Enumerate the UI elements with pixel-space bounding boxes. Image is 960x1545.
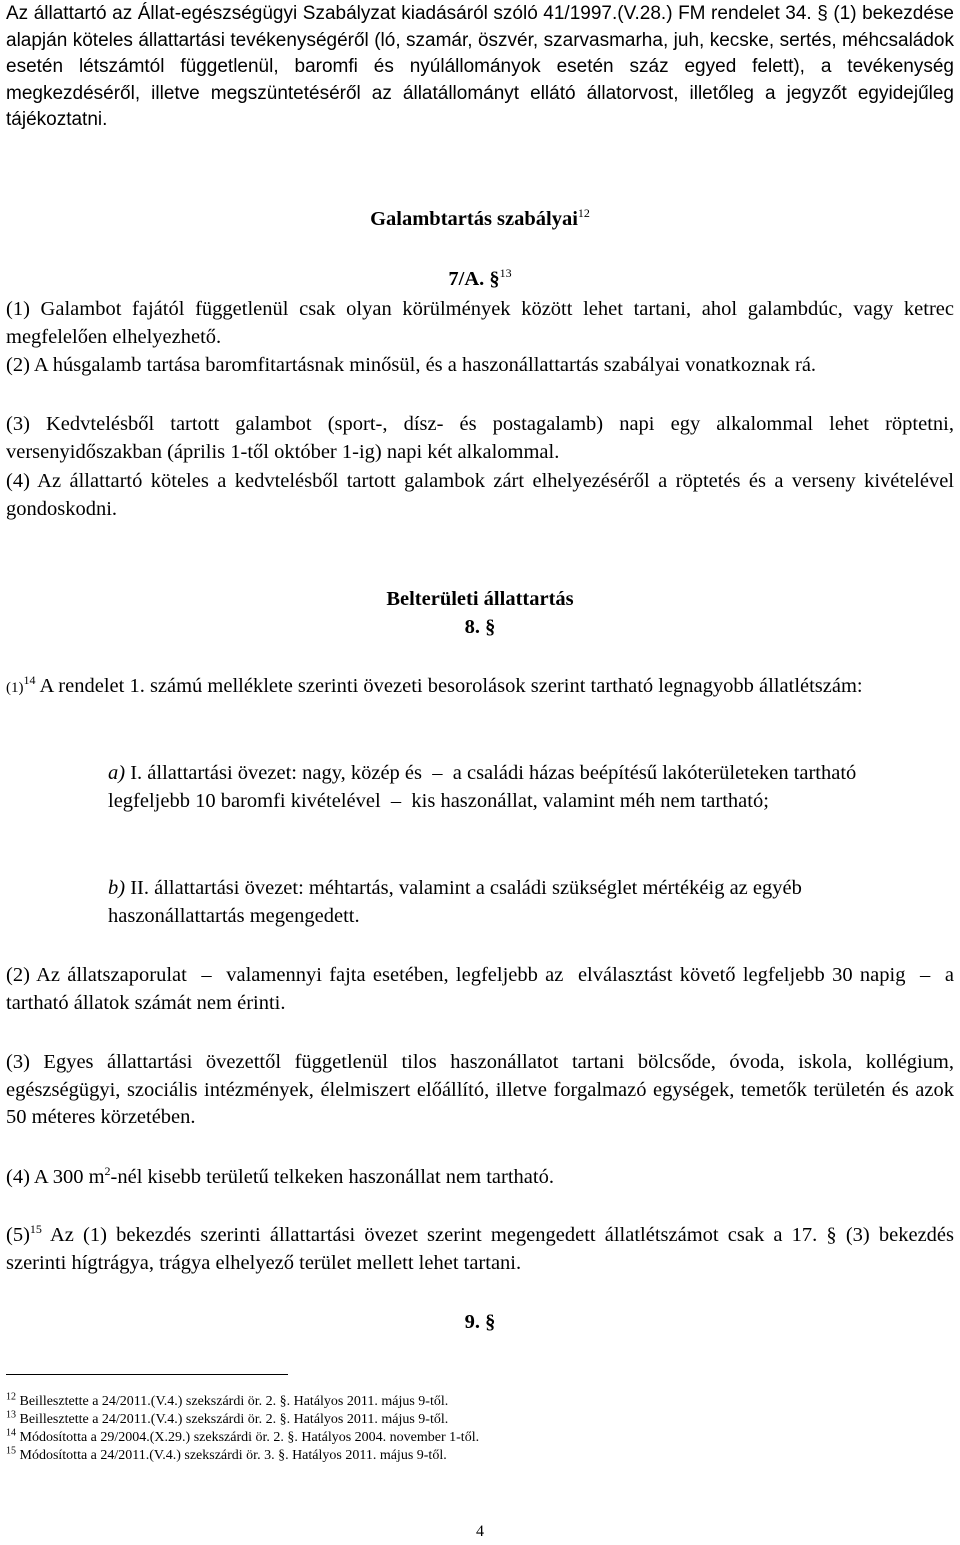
section-7a-title: [0, 266, 960, 294]
galamb-paragraph-4: (4) Az állattartó köteles a kedvtelésből tartott galambok zárt elhelyezéséről a röptetés és a verseny kivételével gondoskodni.: [6, 470, 954, 520]
page-number: 4: [476, 1523, 484, 1540]
galamb-heading: [0, 206, 960, 234]
footnote-12-number: 12: [6, 1391, 16, 1403]
galamb-heading-text: Galambtartás szabályai: [370, 208, 578, 230]
section-9-title: 9. §: [464, 1311, 496, 1333]
footnote-12-text: Beillesztette a 24/2011.(V.4.) szekszárdi ör. 2. §. Hatályos 2011. május 9-től.: [19, 1394, 449, 1409]
item-a-label: a): [108, 762, 126, 784]
footnote-13-number: 13: [6, 1409, 16, 1421]
footnote-13-text: Beillesztette a 24/2011.(V.4.) szekszárdi ör. 2. §. Hatályos 2011. május 9-től.: [19, 1412, 449, 1427]
belter-paragraph-5: [6, 1222, 954, 1277]
belter-heading: Belterületi állattartás: [386, 588, 574, 610]
footnote-15-number: 15: [6, 1445, 16, 1457]
item-b-label: b): [108, 877, 126, 899]
footnote-ref-13: 13: [499, 266, 512, 281]
belter-item-a: [108, 760, 926, 815]
belter-p1-text: A rendelet 1. számú melléklete szerinti övezeti besorolások szerint tartható legnagyobb állatlétszám:: [39, 675, 863, 697]
section-7a-text: 7/A. §: [448, 268, 500, 290]
footnote-14-number: 14: [6, 1427, 16, 1439]
galamb-paragraph-2: (2) A húsgalamb tartása baromfitartásnak minősül, és a haszonállattartás szabályai vonatkoznak rá.: [6, 354, 817, 376]
p4-part-a: (4) A 300 m: [6, 1166, 105, 1188]
footnote-ref-14: 14: [23, 673, 36, 688]
belter-paragraph-1: [6, 673, 954, 703]
footnote-13: [6, 1411, 954, 1429]
p5-label: (5): [6, 1224, 30, 1246]
belter-paragraph-2: (2) Az állatszaporulat – valamennyi fajta esetében, legfeljebb az elválasztást követő legfeljebb 30 napig – a tartható állatok számát nem érinti.: [6, 964, 960, 1014]
section-8-title: 8. §: [464, 616, 496, 638]
footnote-15: [6, 1447, 954, 1465]
footnote-14-text: Módosította a 29/2004.(X.29.) szekszárdi ör. 2. §. Hatályos 2004. november 1-től.: [19, 1430, 480, 1445]
footnote-12: [6, 1393, 954, 1411]
footnote-ref-15: 15: [29, 1222, 42, 1237]
galamb-paragraph-3: (3) Kedvtelésből tartott galambot (sport-, dísz- és postagalamb) napi egy alkalommal lehet röptetni, versenyidőszakban (április 1-től október 1-ig) napi két alkalommal.: [6, 413, 954, 463]
item-b-text: II. állattartási övezet: méhtartás, valamint a családi szükséglet mértékéig az egyéb haszonállattartás megengedett.: [108, 877, 802, 927]
belter-paragraph-3: (3) Egyes állattartási övezettől függetlenül tilos haszonállatot tartani bölcsőde, óvoda, iskola, kollégium, egészségügyi, szociális intézmények, élelmiszert előállító, illetve forgalmazó egységek, temetők területén és azok 50 méteres körzetében.: [6, 1051, 954, 1128]
footnote-15-text: Módosította a 24/2011.(V.4.) szekszárdi ör. 3. §. Hatályos 2011. május 9-től.: [19, 1448, 447, 1463]
p5-text: Az (1) bekezdés szerinti állattartási övezet szerint megengedett állatlétszámot csak a 17. § (3) bekezdés szerinti hígtrágya, trágya elhelyező terület mellett lehet tartani.: [6, 1224, 955, 1274]
belter-item-b: [108, 875, 926, 930]
footnote-14: [6, 1429, 954, 1447]
p4-part-b: -nél kisebb területű telkeken haszonállat nem tartható.: [110, 1166, 554, 1188]
galamb-paragraph-1: (1) Galambot fajától függetlenül csak olyan körülmények között lehet tartani, ahol galambdúc, vagy ketrec megfelelően elhelyezhető.: [6, 298, 954, 348]
footnote-divider: [6, 1374, 288, 1375]
item-a-text: I. állattartási övezet: nagy, közép és – a családi házas beépítésű lakóterületeken tartható legfeljebb 10 baromfi kivételével – kis haszonállat, valamint méh nem tartható;: [108, 762, 862, 812]
p4-superscript: 2: [104, 1164, 111, 1179]
belter-p1-label: (1): [6, 680, 24, 696]
belter-paragraph-4: [6, 1164, 954, 1192]
intro-paragraph: Az állattartó az Állat-egészségügyi Szabályzat kiadásáról szóló 41/1997.(V.28.) FM rendelet 34. § (1) bekezdése alapján köteles állattartási tevékenységéről (ló, szamár, öszvér, szarvasmarha, juh, kecske, sertés, méhcsaládok esetén létszámtól függetlenül, baromfi és nyúlállományok esetén száz egyed felett), a tevékenység megkezdéséről, illetve megszüntetéséről az állatállományt ellátó állatorvost, illetőleg a jegyzőt egyidejűleg tájékoztatni.: [6, 3, 954, 130]
footnote-ref-12: 12: [577, 206, 590, 221]
